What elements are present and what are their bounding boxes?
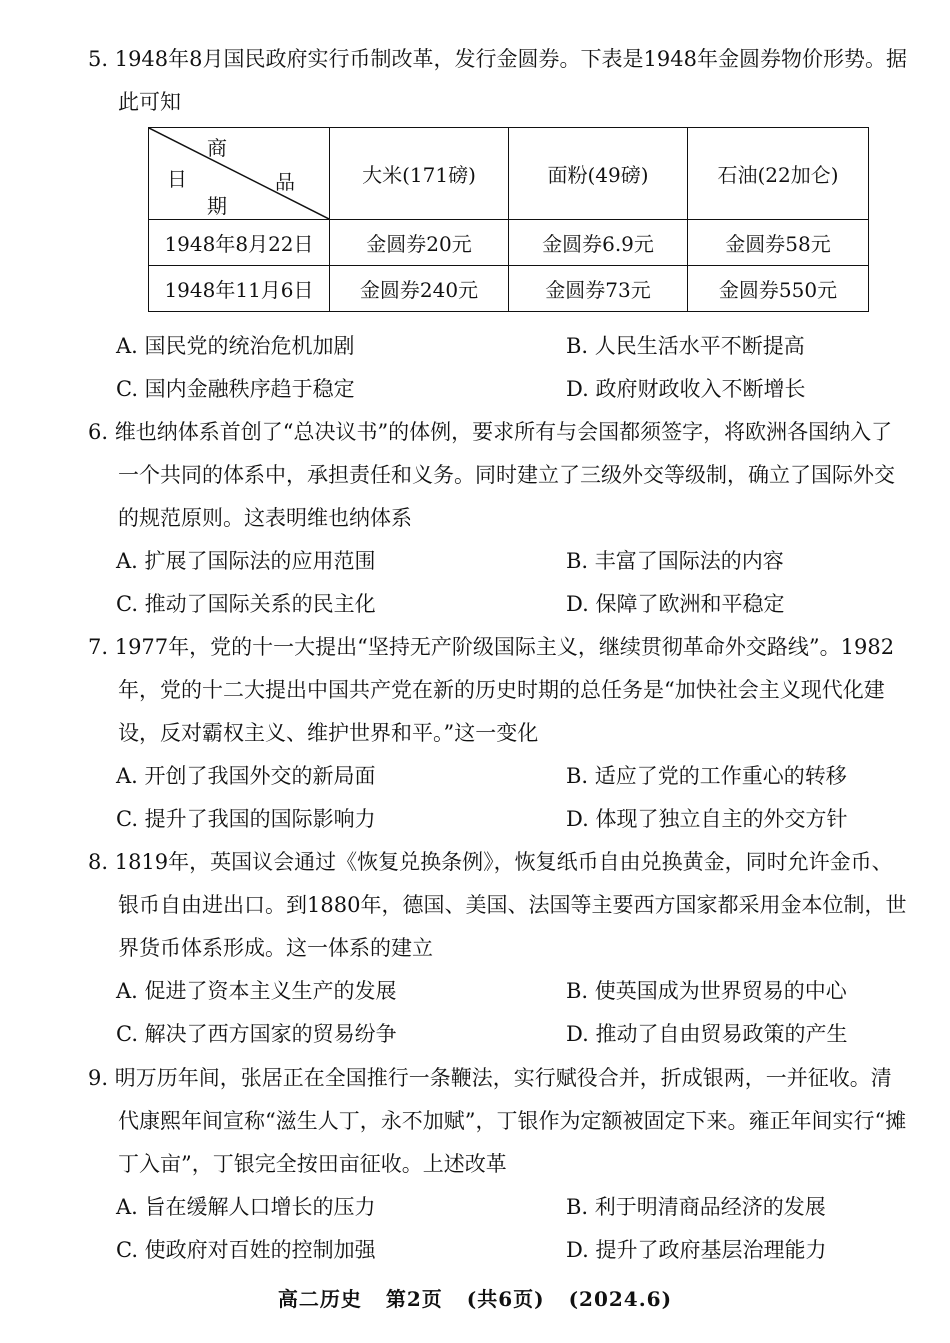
option-b[interactable]: B. 使英国成为世界贸易的中心: [566, 979, 847, 1003]
options-group: [116, 1186, 908, 1272]
table-cell: 金圆券73元: [509, 266, 688, 312]
footer-date: (2024.6): [568, 1287, 673, 1311]
question-8: [88, 841, 908, 1056]
table-cell-date: 1948年8月22日: [149, 220, 330, 266]
option-c[interactable]: C. 国内金融秩序趋于稳定: [116, 377, 355, 401]
question-7-stem: 7. 1977年，党的十一大提出“坚持无产阶级国际主义，继续贯彻革命外交路线”。1982年，党的十二大提出中国共产党在新的历史时期的总任务是“加快社会主义现代化建设，反对霸权主义、维护世界和平。”这一变化: [88, 635, 895, 745]
option-d[interactable]: D. 提升了政府基层治理能力: [566, 1238, 827, 1262]
table-cell: 金圆券6.9元: [509, 220, 688, 266]
option-c[interactable]: C. 解决了西方国家的贸易纷争: [116, 1022, 397, 1046]
question-5-options: [88, 325, 908, 411]
question-5: [88, 38, 908, 124]
diag-label-left: 日: [167, 167, 187, 191]
table-cell: 金圆券550元: [688, 266, 869, 312]
option-b[interactable]: B. 利于明清商品经济的发展: [566, 1195, 826, 1219]
table-row: [149, 220, 869, 266]
table-row: [149, 266, 869, 312]
question-6: [88, 411, 908, 626]
footer-page: 第2页: [385, 1287, 443, 1311]
option-c[interactable]: C. 提升了我国的国际影响力: [116, 807, 376, 831]
question-5-stem: 5. 1948年8月国民政府实行币制改革，发行金圆券。下表是1948年金圆券物价形势。据此可知: [88, 47, 907, 114]
option-c[interactable]: C. 使政府对百姓的控制加强: [116, 1238, 376, 1262]
option-d[interactable]: D. 政府财政收入不断增长: [566, 377, 806, 401]
footer-subject: 高二历史: [277, 1287, 362, 1311]
price-table: [148, 127, 869, 312]
options-group: [116, 970, 908, 1056]
option-d[interactable]: D. 推动了自由贸易政策的产生: [566, 1022, 848, 1046]
option-d[interactable]: D. 体现了独立自主的外交方针: [566, 807, 848, 831]
question-8-stem: 8. 1819年，英国议会通过《恢复兑换条例》，恢复纸币自由兑换黄金，同时允许金币、银币自由进出口。到1880年，德国、美国、法国等主要西方国家都采用金本位制，世界货币体系形成。这一体系的建立: [88, 850, 907, 960]
option-a[interactable]: A. 国民党的统治危机加剧: [116, 334, 355, 358]
options-group: [116, 325, 908, 411]
option-c[interactable]: C. 推动了国际关系的民主化: [116, 592, 376, 616]
column-header: 面粉(49磅): [509, 128, 688, 220]
option-a[interactable]: A. 旨在缓解人口增长的压力: [116, 1195, 376, 1219]
question-6-stem: 6. 维也纳体系首创了“总决议书”的体例，要求所有与会国都须签字，将欧洲各国纳入了一个共同的体系中，承担责任和义务。同时建立了三级外交等级制，确立了国际外交的规范原则。这表明维也纳体系: [88, 420, 895, 530]
table-header-row: [149, 128, 869, 220]
diag-label-top: 商: [207, 136, 227, 160]
option-a[interactable]: A. 开创了我国外交的新局面: [116, 764, 376, 788]
options-group: [116, 540, 908, 626]
column-header: 石油(22加仑): [688, 128, 869, 220]
question-7: [88, 626, 908, 841]
page-footer: [0, 1283, 950, 1312]
option-b[interactable]: B. 人民生活水平不断提高: [566, 334, 805, 358]
table-cell: 金圆券58元: [688, 220, 869, 266]
column-header: 大米(171磅): [330, 128, 509, 220]
question-9: [88, 1057, 908, 1272]
option-a[interactable]: A. 扩展了国际法的应用范围: [116, 549, 376, 573]
footer-total: (共6页): [466, 1287, 545, 1311]
table-cell: 金圆券20元: [330, 220, 509, 266]
options-group: [116, 755, 908, 841]
table-cell-date: 1948年11月6日: [149, 266, 330, 312]
diag-label-right: 品: [275, 170, 295, 194]
option-d[interactable]: D. 保障了欧洲和平稳定: [566, 592, 785, 616]
option-b[interactable]: B. 丰富了国际法的内容: [566, 549, 784, 573]
diag-label-bottom: 期: [207, 194, 227, 218]
option-a[interactable]: A. 促进了资本主义生产的发展: [116, 979, 397, 1003]
option-b[interactable]: B. 适应了党的工作重心的转移: [566, 764, 847, 788]
question-9-stem: 9. 明万历年间，张居正在全国推行一条鞭法，实行赋役合并，折成银两，一并征收。清代康熙年间宣称“滋生人丁，永不加赋”，丁银作为定额被固定下来。雍正年间实行“摊丁入亩”，丁银完全按田亩征收。上述改革: [88, 1066, 907, 1176]
diagonal-header-cell: [149, 128, 330, 220]
table-cell: 金圆券240元: [330, 266, 509, 312]
